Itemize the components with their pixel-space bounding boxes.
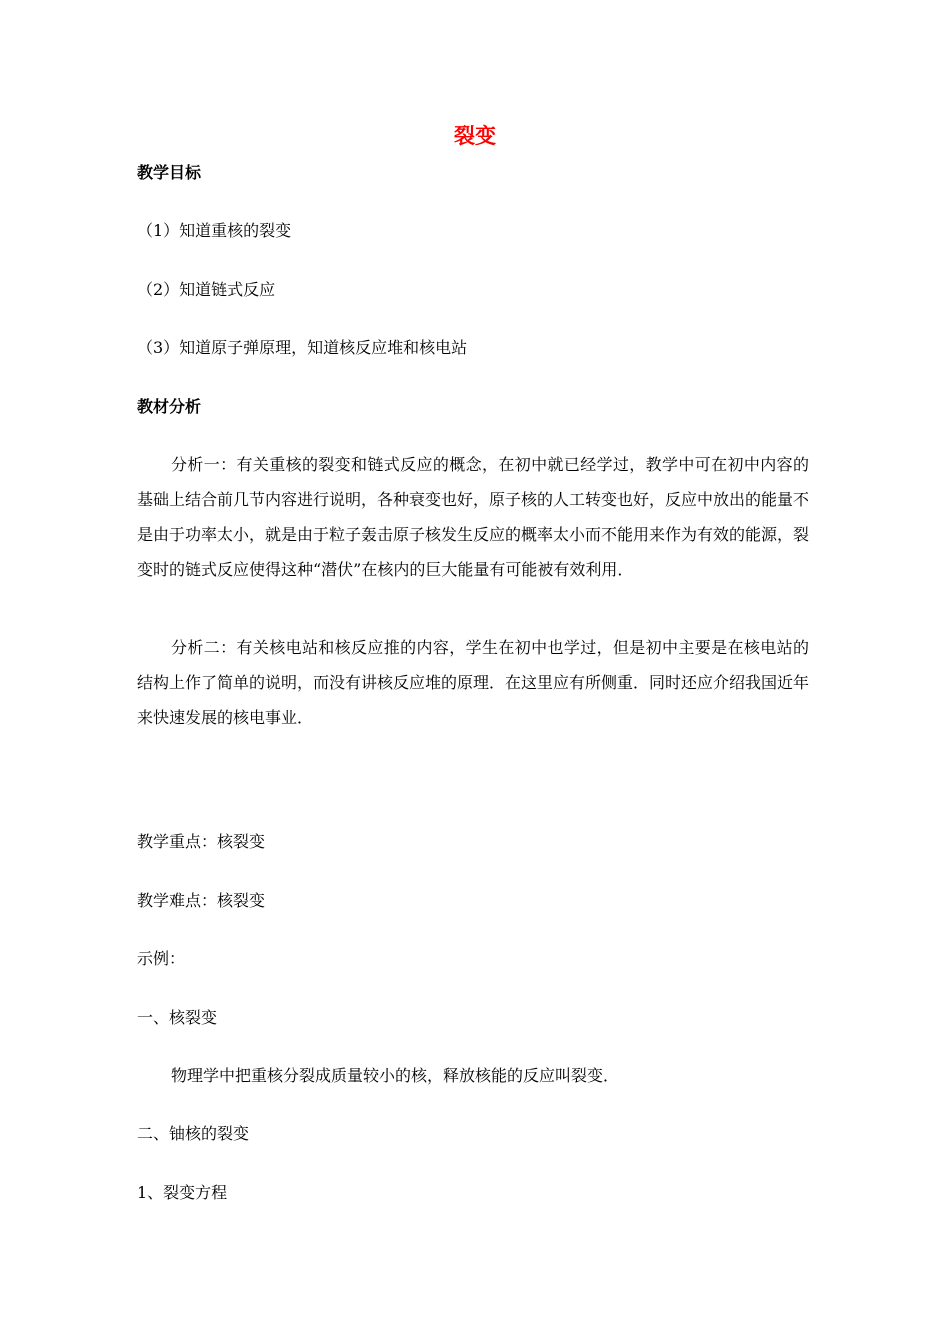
objective-item: （3）知道原子弹原理，知道核反应堆和核电站 xyxy=(137,338,468,357)
section-heading: 一、核裂变 xyxy=(137,1008,218,1027)
example-label: 示例： xyxy=(137,949,186,968)
objective-item: （1）知道重核的裂变 xyxy=(137,221,292,240)
objective-item: （2）知道链式反应 xyxy=(137,280,276,299)
analysis-paragraph-1: 分析一：有关重核的裂变和链式反应的概念，在初中就已经学过，教学中可在初中内容的基础上结合前几节内容进行说明，各种衰变也好，原子核的人工转变也好，反应中放出的能量不是由于功率太小，就是由于粒子轰击原子核发生反应的概率太小而不能用来作为有效的能源，裂变时的链式反应使得这种“潜伏”在核内的巨大能量有可能被有效利用． xyxy=(137,455,810,579)
analysis-heading: 教材分析 xyxy=(137,397,202,416)
objectives-heading: 教学目标 xyxy=(137,163,202,182)
difficulty-point: 教学难点：核裂变 xyxy=(137,891,266,910)
document-title: 裂变 xyxy=(454,124,496,148)
section-text: 物理学中把重核分裂成质量较小的核，释放核能的反应叫裂变． xyxy=(171,1066,620,1085)
subsection-heading: 1、裂变方程 xyxy=(137,1183,228,1202)
section-heading: 二、铀核的裂变 xyxy=(137,1124,250,1143)
key-point: 教学重点：核裂变 xyxy=(137,832,266,851)
analysis-paragraph-2: 分析二：有关核电站和核反应推的内容，学生在初中也学过，但是初中主要是在核电站的结构上作了简单的说明，而没有讲核反应堆的原理．在这里应有所侧重．同时还应介绍我国近年来快速发展的核电事业． xyxy=(137,638,810,727)
